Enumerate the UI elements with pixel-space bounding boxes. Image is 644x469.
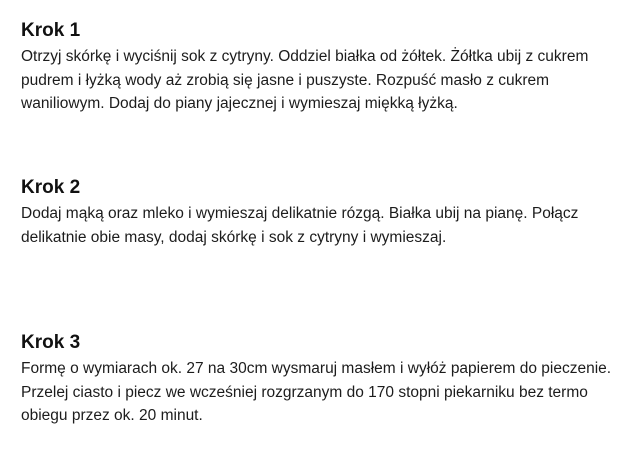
step-3-title: Krok 3 (21, 332, 81, 353)
step-2-title: Krok 2 (21, 177, 81, 198)
step-1-text: Otrzyj skórkę i wyciśnij sok z cytryny. Oddziel białka od żółtek. Żółtka ubij z cukrem pudrem i łyżką wody aż zrobią się jasne i puszyste. Rozpuść masło z cukrem waniliowym. Dodaj do piany jajecznej i wymieszaj miękką łyżką. (21, 48, 589, 112)
recipe-step-2 (21, 176, 621, 331)
step-1-title: Krok 1 (21, 20, 81, 41)
recipe-steps (21, 19, 621, 451)
recipe-step-3 (21, 331, 621, 451)
step-3-text: Formę o wymiarach ok. 27 na 30cm wysmaruj masłem i wyłóż papierem do pieczenie. Przelej ciasto i piecz we wcześniej rozgrzanym do 170 stopni piekarniku bez termo obiegu przez ok. 20 minut. (21, 360, 612, 424)
recipe-step-1 (21, 19, 621, 176)
step-2-text: Dodaj mąką oraz mleko i wymieszaj delikatnie rózgą. Białka ubij na pianę. Połącz delikatnie obie masy, dodaj skórkę i sok z cytryny i wymieszaj. (21, 205, 579, 246)
